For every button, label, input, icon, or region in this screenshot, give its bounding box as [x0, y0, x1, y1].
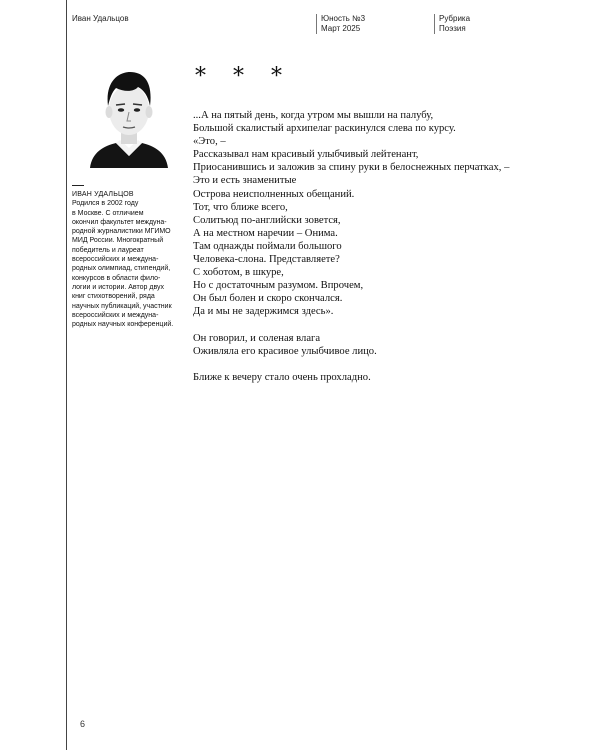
bio-line: всероссийских и междуна- — [72, 311, 159, 319]
header-author: Иван Удальцов — [72, 14, 129, 23]
poem-stanza-2 — [193, 332, 553, 358]
poem-line: Да и мы не задержимся здесь». — [193, 306, 334, 318]
header-rubric — [434, 14, 470, 34]
page-edge-line — [66, 0, 67, 750]
header-rubric-value: Поэзия — [439, 24, 466, 33]
header-issue — [316, 14, 365, 34]
bio-line: МИД России. Многократный — [72, 237, 164, 245]
poem-body — [193, 109, 553, 384]
bio-line: родной журналистики МГИМО — [72, 228, 171, 236]
stanza-break — [193, 319, 553, 332]
bio-line: конкурсов в области фило- — [72, 274, 161, 282]
poem-line: ...А на пятый день, когда утром мы вышли на палубу, — [193, 110, 434, 121]
bio-line: победитель и лауреат — [72, 246, 144, 254]
author-bio — [72, 190, 184, 329]
poem-stanza-3 — [193, 371, 553, 384]
poem-line: «Это, – — [193, 136, 226, 148]
bio-divider — [72, 185, 84, 186]
page-number: 6 — [80, 719, 86, 729]
stanza-break — [193, 358, 553, 371]
bio-line: логии и истории. Автор двух — [72, 283, 165, 291]
poem-line: Он был болен и скоро скончался. — [193, 293, 343, 305]
poem-line: Человека-слона. Представляете? — [193, 254, 340, 266]
bio-name: ИВАН УДАЛЬЦОВ — [72, 191, 134, 198]
poem-title: * * * — [195, 64, 292, 89]
poem-line: Приосанившись и заложив за спину руки в белоснежных перчатках, – — [193, 162, 510, 174]
author-portrait — [88, 66, 170, 168]
bio-line: родных научных конференций. — [72, 321, 174, 329]
poem-line: Большой скалистый архипелаг раскинулся слева по курсу. — [193, 123, 456, 135]
poem-line: Но с достаточным разумом. Впрочем, — [193, 280, 364, 292]
header-issue-title: Юность №3 — [321, 14, 366, 23]
header-rubric-label: Рубрика — [439, 14, 471, 23]
poem-line: Острова неисполненных обещаний. — [193, 188, 355, 200]
header-issue-date: Март 2025 — [321, 24, 361, 33]
poem-line: С хоботом, в шкуре, — [193, 267, 284, 279]
poem-line: Оживляла его красивое улыбчивое лицо. — [193, 345, 377, 357]
poem-line: Солитьюд по-английски зовется, — [193, 214, 341, 226]
bio-text — [72, 199, 184, 329]
poem-line: Он говорил, и соленая влага — [193, 332, 321, 344]
poem-line: Там однажды поймали большого — [193, 240, 342, 252]
bio-line: всероссийских и междуна- — [72, 256, 159, 264]
bio-line: в Москве. С отличием — [72, 209, 144, 217]
poem-stanza-1 — [193, 109, 553, 319]
poem-line: Тот, что ближе всего, — [193, 201, 288, 213]
bio-line: родных олимпиад, стипендий, — [72, 265, 171, 273]
poem-line: А на местном наречии – Онима. — [193, 227, 338, 239]
poem-line: Это и есть знаменитые — [193, 175, 297, 187]
poem-line: Рассказывал нам красивый улыбчивый лейтенант, — [193, 149, 419, 161]
bio-line: книг стихотворений, ряда — [72, 293, 155, 301]
poem-line: Ближе к вечеру стало очень прохладно. — [193, 371, 371, 383]
bio-line: Родился в 2002 году — [72, 200, 139, 208]
bio-line: окончил факультет междуна- — [72, 218, 167, 226]
bio-line: научных публикаций, участник — [72, 302, 172, 310]
